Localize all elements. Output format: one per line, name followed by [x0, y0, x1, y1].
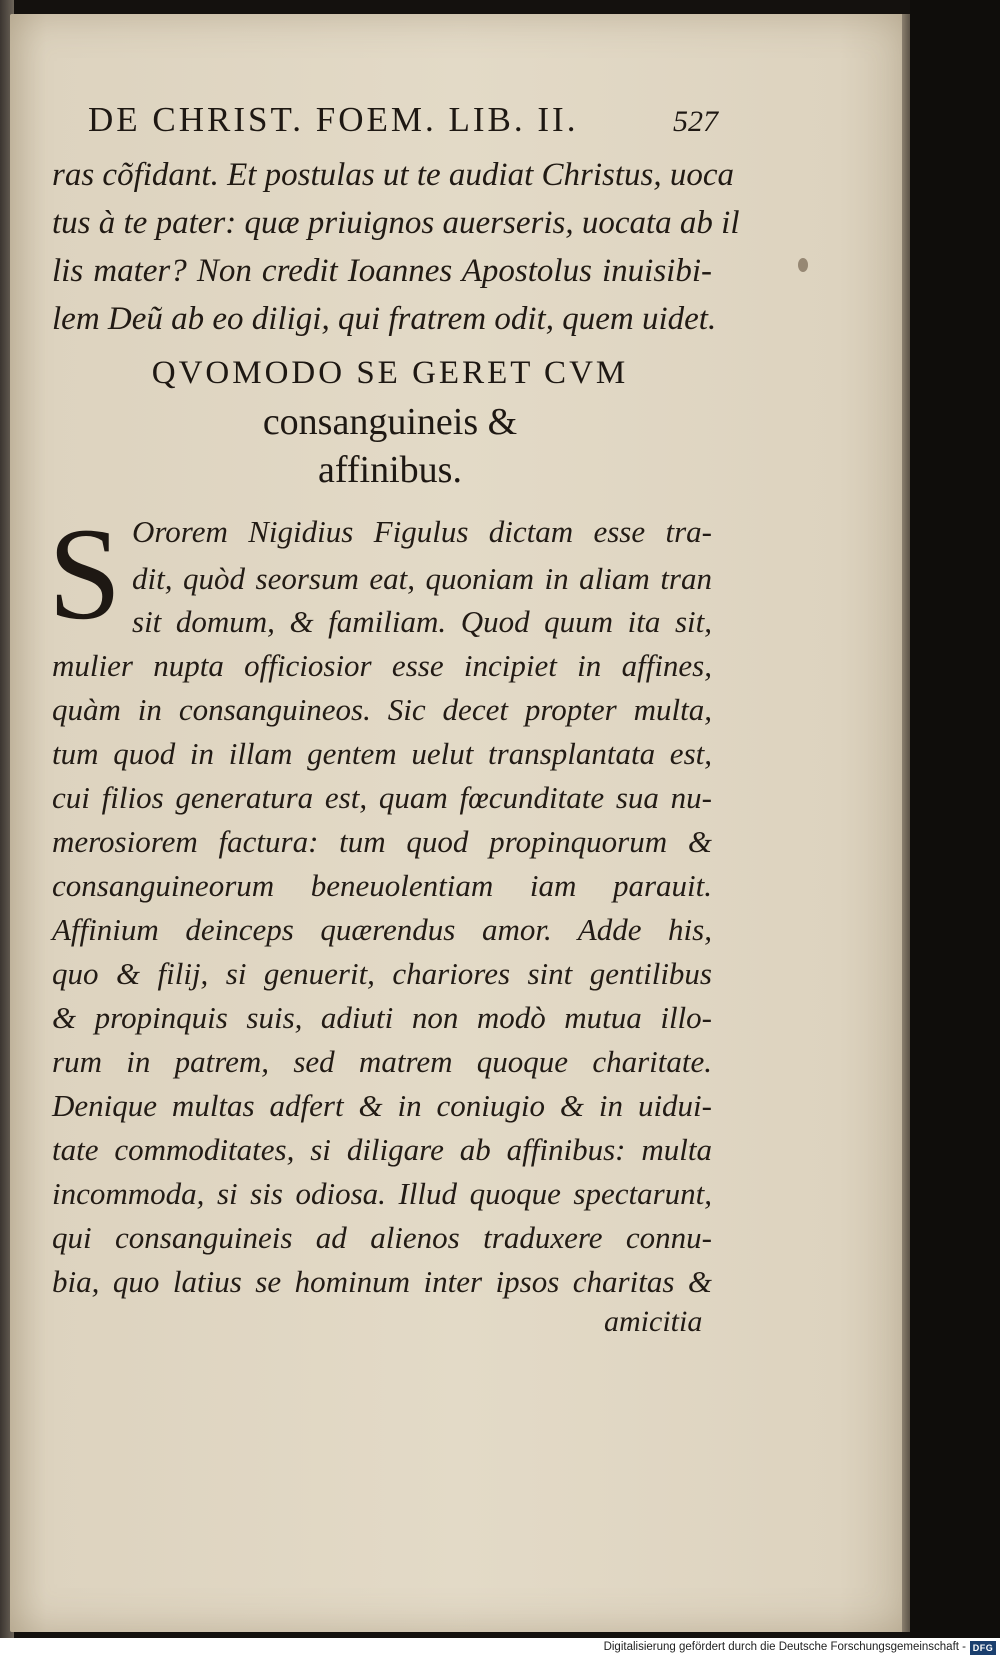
catchword: amicitia — [604, 1305, 703, 1338]
body-line: bia, quo latius se hominum inter ipsos charitas & — [52, 1264, 712, 1299]
chapter-heading-line-2: consanguineis & — [262, 401, 518, 443]
body-line: & propinquis suis, adiuti non modò mutua illo- — [52, 1000, 712, 1035]
drop-cap: S — [48, 500, 122, 647]
body-line: dit, quòd seorsum eat, quoniam in aliam tran — [132, 561, 712, 596]
continuation-line: lis mater? Non credit Ioannes Apostolus inuisibi- — [52, 253, 712, 289]
body-line: tum quod in illam gentem uelut transplantata est, — [52, 736, 712, 771]
chapter-heading-line-1: QVOMODO SE GERET CVM — [151, 355, 629, 391]
continuation-line: ras cõfidant. Et postulas ut te audiat Christus, uoca — [52, 157, 735, 193]
body-line: tate commoditates, si diligare ab affinibus: multa — [52, 1132, 712, 1167]
running-head-title: DE CHRIST. FOEM. LIB. II. — [88, 100, 579, 139]
body-line: quo & filij, si genuerit, chariores sint gentilibus — [52, 956, 712, 991]
scan-background — [910, 0, 1000, 1659]
running-head — [88, 100, 718, 140]
body-line: Denique multas adfert & in coniugio & in uidui- — [52, 1088, 712, 1123]
body-line: quàm in consanguineos. Sic decet propter multa, — [52, 692, 712, 727]
continuation-line: tus à te pater: quæ priuignos auerseris, uocata ab il — [52, 205, 740, 241]
body-line: Affinium deinceps quærendus amor. Adde his, — [52, 912, 712, 947]
page-number: 527 — [673, 105, 718, 138]
digitization-credit: Digitalisierung gefördert durch die Deutsche Forschungsgemeinschaft - — [603, 1641, 966, 1653]
body-line: cui filios generatura est, quam fœcunditate sua nu- — [52, 780, 712, 815]
body-line: consanguineorum beneuolentiam iam parauit. — [52, 868, 712, 903]
chapter-heading-line-3: affinibus. — [318, 449, 462, 491]
ink-smudge — [798, 258, 808, 272]
body-line: Ororem Nigidius Figulus dictam esse tra- — [132, 514, 712, 549]
body-line: sit domum, & familiam. Quod quum ita sit, — [132, 604, 712, 639]
dfg-logo-icon[interactable]: DFG — [970, 1641, 996, 1655]
body-line: qui consanguineis ad alienos traduxere connu- — [52, 1220, 712, 1255]
body-line: incommoda, si sis odiosa. Illud quoque spectarunt, — [52, 1176, 712, 1211]
body-line: rum in patrem, sed matrem quoque charitate. — [52, 1044, 712, 1079]
body-line: merosiorem factura: tum quod propinquorum & — [52, 824, 712, 859]
continuation-line: lem Deũ ab eo diligi, qui fratrem odit, quem uidet. — [52, 301, 717, 337]
body-line: mulier nupta officiosior esse incipiet in affines, — [52, 648, 712, 683]
